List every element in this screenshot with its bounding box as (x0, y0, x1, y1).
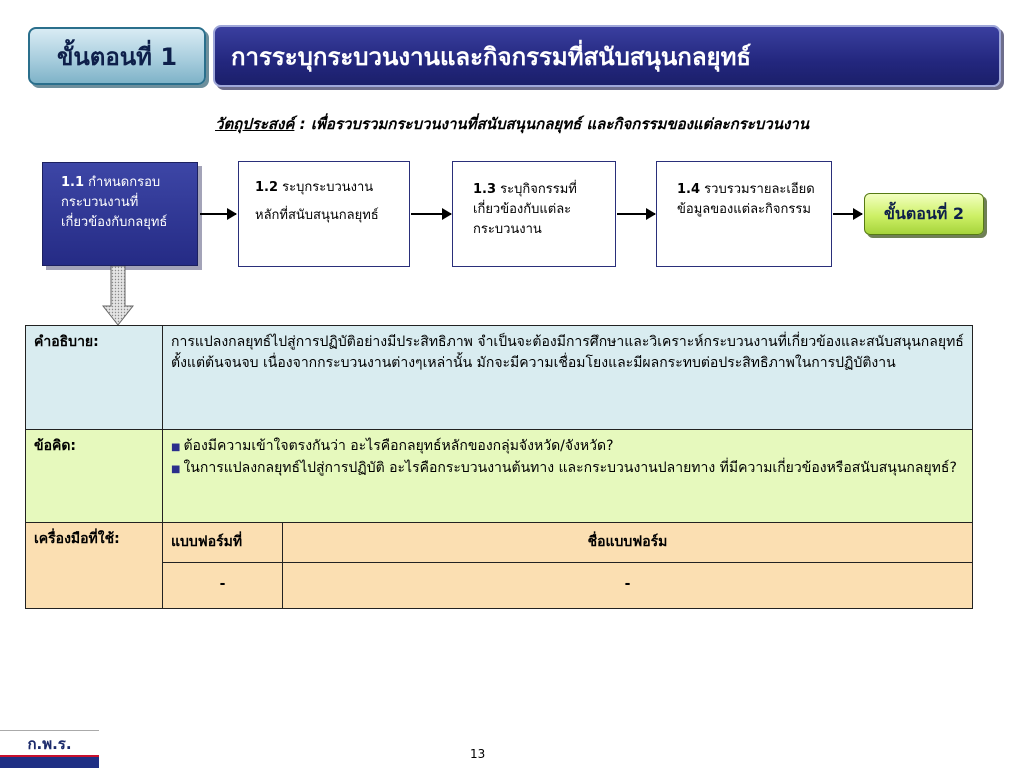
flow-arrow (617, 213, 655, 215)
form-name-header: ชื่อแบบฟอร์ม (283, 523, 973, 563)
step-badge: ขั้นตอนที่ 1 (28, 27, 206, 85)
description-label: คำอธิบาย: (26, 326, 163, 430)
step-text: กำหนดกรอบกระบวนงานที่เกี่ยวข้องกับกลยุทธ์ (61, 175, 168, 230)
table-row (26, 563, 973, 609)
step-number: 1.1 (61, 175, 85, 190)
down-arrow-icon (102, 266, 134, 326)
objective-line (0, 112, 1024, 136)
flow-arrow (833, 213, 862, 215)
process-step-1-2 (238, 161, 410, 267)
flow-arrow (200, 213, 236, 215)
form-no-header: แบบฟอร์มที่ (163, 523, 283, 563)
description-text: การแปลงกลยุทธ์ไปสู่การปฏิบัติอย่างมีประสิทธิภาพ จำเป็นจะต้องมีการศึกษาและวิเคราะห์กระบวนงานที่เกี่ยวข้องและสนับสนุนกลยุทธ์ ตั้งแต่ต้นจนจบ เนื่องจากกระบวนงานต่างๆเหล่านั้น มักจะมีความเชื่อมโยงและมีผลกระทบต่อประสิทธิภาพในการปฏิบัติงาน (163, 326, 973, 430)
step-number: 1.3 (473, 182, 497, 197)
logo-text: ก.พ.ร. (27, 735, 72, 753)
idea-cell (163, 430, 973, 523)
objective-label: วัตถุประสงค์ (215, 115, 295, 133)
flow-arrow (411, 213, 451, 215)
table-row (26, 430, 973, 523)
step-number: 1.2 (255, 180, 279, 195)
logo (0, 730, 99, 768)
step-text: ระบุกิจกรรมที่เกี่ยวข้องกับแต่ละกระบวนงาน (473, 182, 577, 237)
step-text: รวบรวมรายละเอียดข้อมูลของแต่ละกิจกรรม (677, 182, 815, 217)
step-number: 1.4 (677, 182, 701, 197)
page-title: การระบุกระบวนงานและกิจกรรมที่สนับสนุนกลยุทธ์ (213, 25, 1001, 87)
process-step-1-3 (452, 161, 616, 267)
process-step-1-4 (656, 161, 832, 267)
tools-label: เครื่องมือที่ใช้: (26, 523, 163, 609)
info-table (25, 325, 973, 609)
form-name-value: - (283, 563, 973, 609)
logo-strip (0, 757, 99, 768)
table-row (26, 326, 973, 430)
idea-label: ข้อคิด: (26, 430, 163, 523)
step-text: ระบุกระบวนงานหลักที่สนับสนุนกลยุทธ์ (255, 180, 379, 223)
process-step-1-1 (42, 162, 198, 266)
objective-text: : เพื่อรวบรวมกระบวนงานที่สนับสนุนกลยุทธ์ และกิจกรรมของแต่ละกระบวนงาน (294, 115, 809, 133)
form-no-value: - (163, 563, 283, 609)
idea-point: ■ ต้องมีความเข้าใจตรงกันว่า อะไรคือกลยุทธ์หลักของกลุ่มจังหวัด/จังหวัด? (171, 436, 964, 458)
page-number: 13 (470, 747, 486, 761)
idea-point: ■ ในการแปลงกลยุทธ์ไปสู่การปฏิบัติ อะไรคือกระบวนงานต้นทาง และกระบวนงานปลายทาง ที่มีความเกี่ยวข้องหรือสนับสนุนกลยุทธ์? (171, 458, 964, 480)
table-row (26, 523, 973, 563)
next-step-button[interactable]: ขั้นตอนที่ 2 (864, 193, 984, 235)
